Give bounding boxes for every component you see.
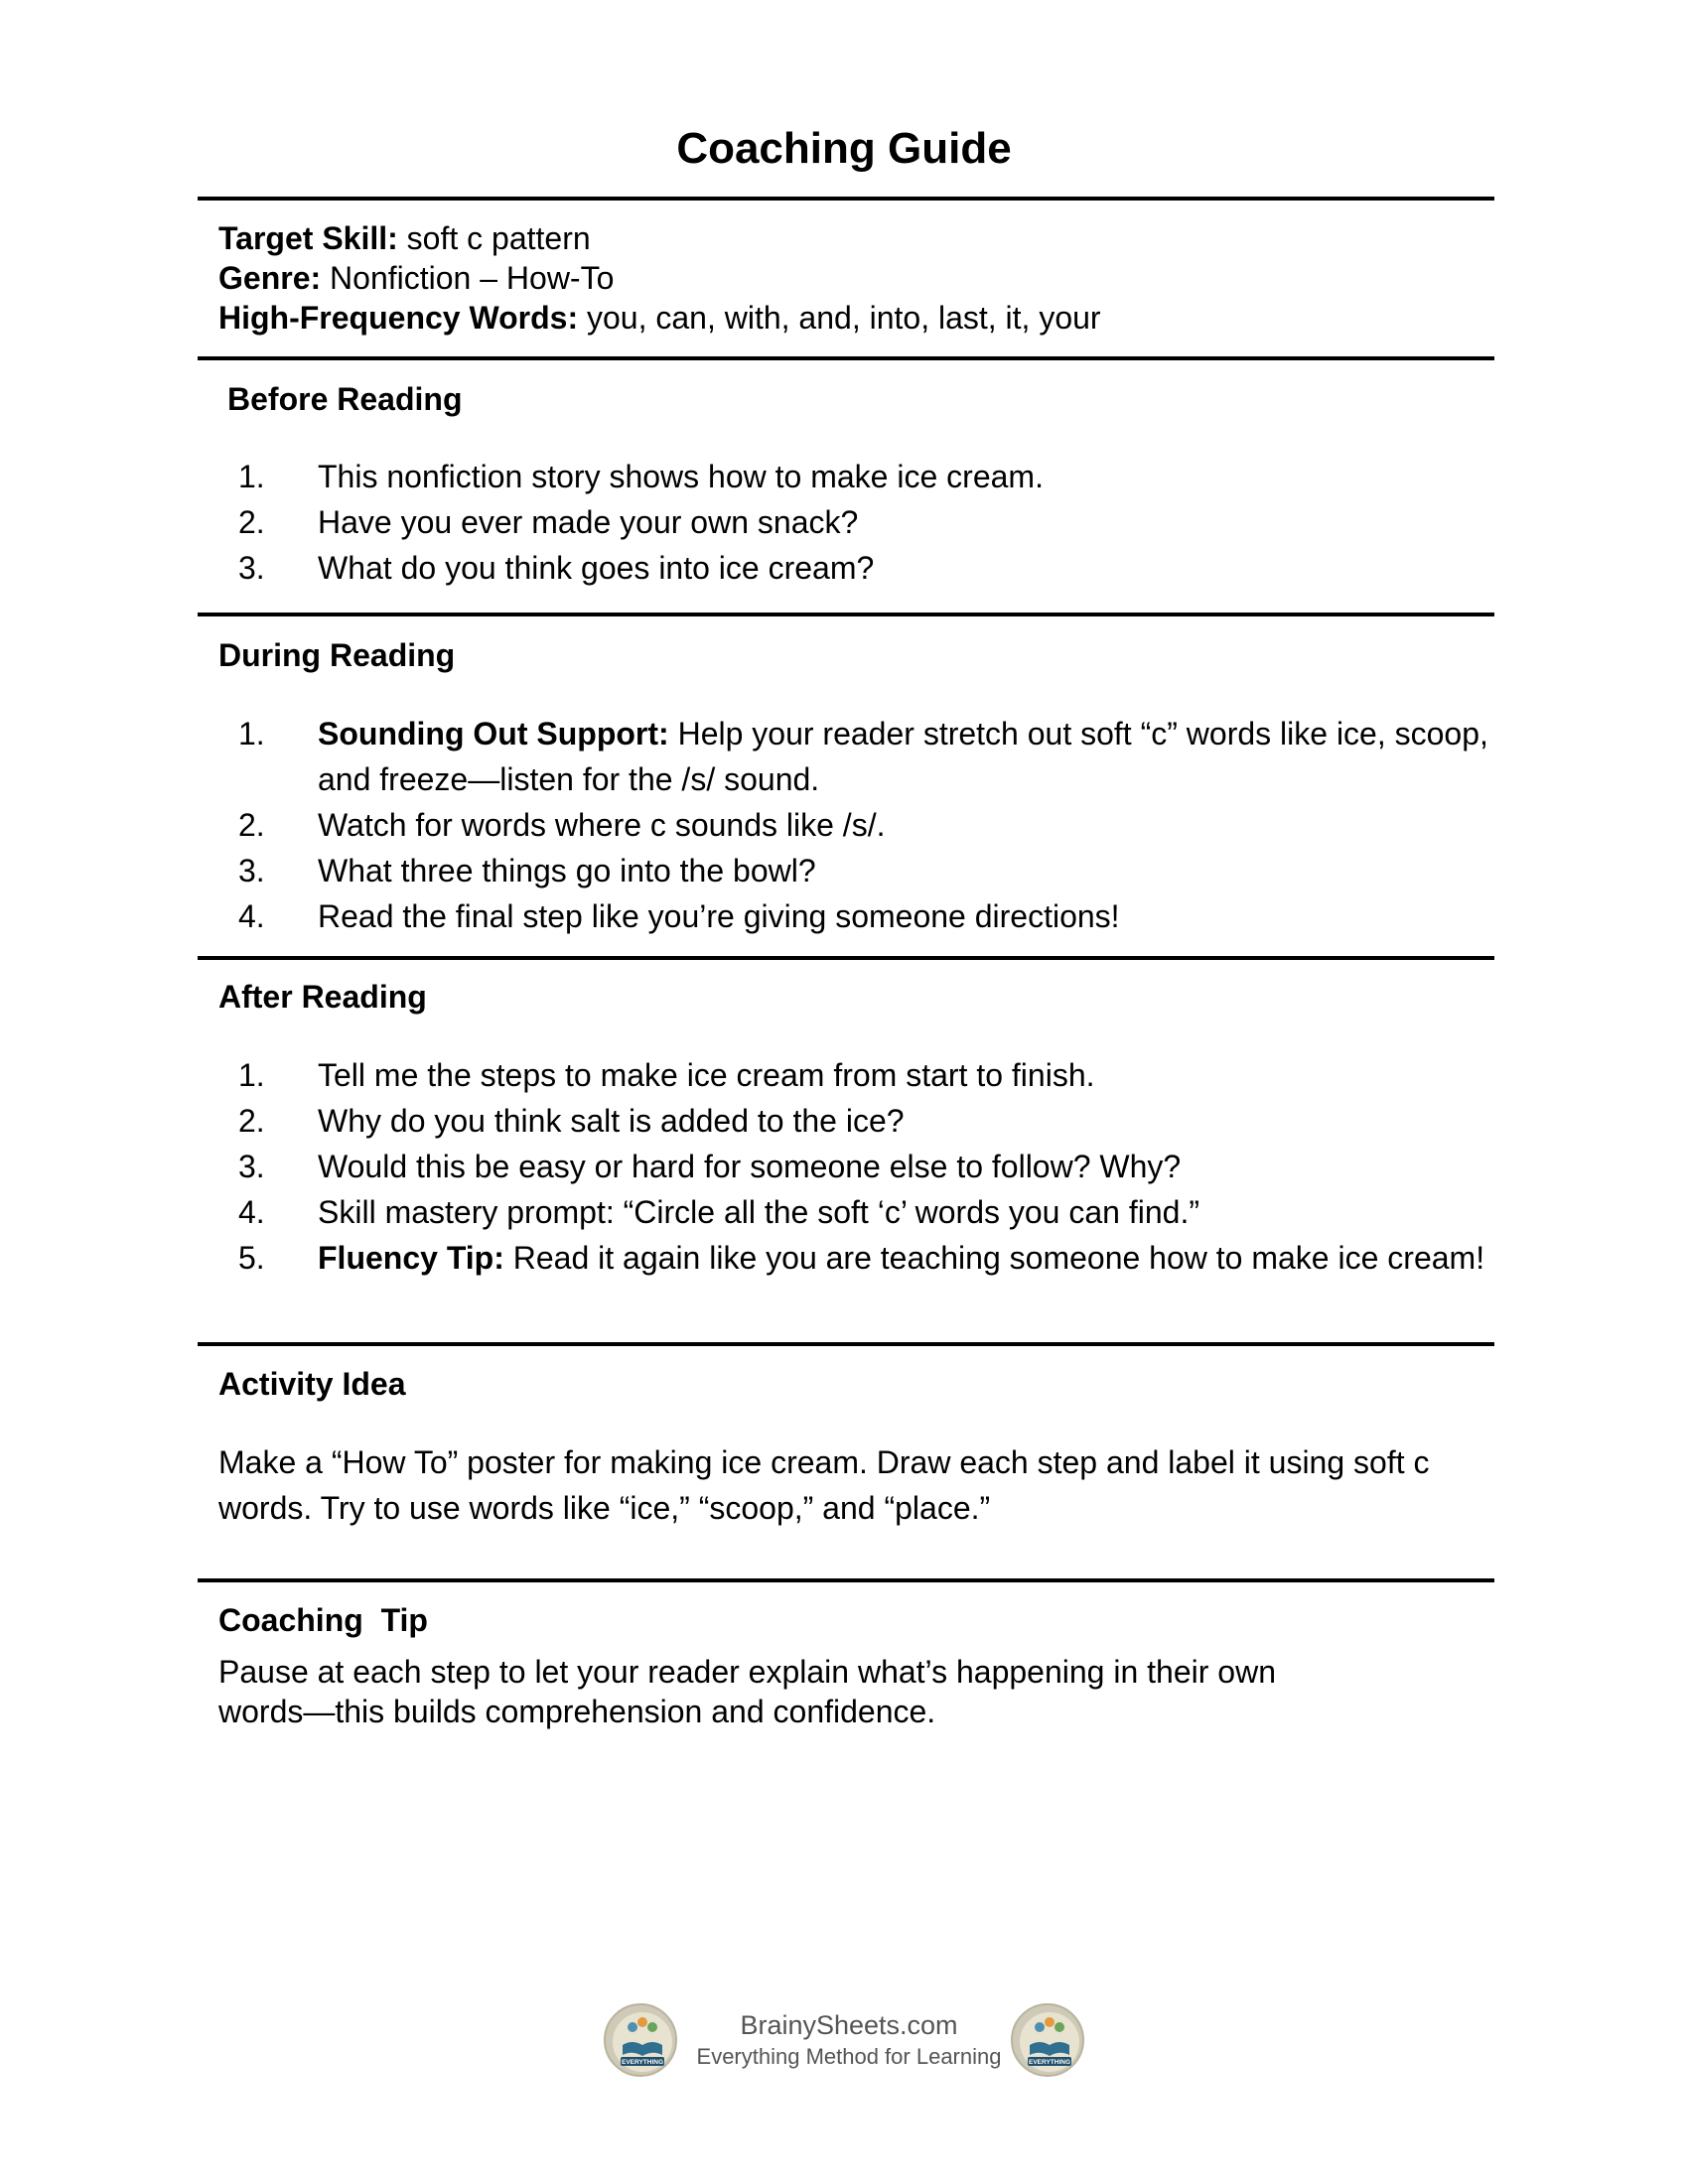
site-tagline: Everything Method for Learning [696,2044,1002,2069]
list-number: 1. [238,1057,265,1093]
high-frequency-line [218,298,1101,338]
list-number: 3. [238,853,265,888]
list-text: Have you ever made your own snack? [318,504,859,540]
page-title: Coaching Guide [676,124,1012,173]
before-reading-heading: Before Reading [227,381,463,417]
list-number: 1. [238,716,265,751]
list-text [318,1235,1489,1281]
fluency-tip-text: Read it again like you are teaching someone how to make ice cream! [512,1240,1485,1276]
list-number: 1. [238,459,265,494]
logo-right [1011,2003,1084,2077]
target-skill-line [218,218,591,258]
high-frequency-value: you, can, with, and, into, last, it, your [586,300,1101,336]
logo-left [604,2003,677,2077]
list-number: 2. [238,1103,265,1139]
genre-label: Genre: [218,260,322,296]
coaching-tip-heading: Coaching Tip [218,1602,428,1638]
site-name: BrainySheets.com [740,2010,958,2040]
activity-idea-text: Make a “How To” poster for making ice cream. Draw each step and label it using soft c words. Try to use words like “ice,” “scoop,” and “place.” [218,1444,1430,1526]
list-text: Read the final step like you’re giving someone directions! [318,898,1120,934]
list-text: Why do you think salt is added to the ice? [318,1103,905,1139]
coaching-tip-text: Pause at each step to let your reader explain what’s happening in their own words—this builds comprehension and confidence. [218,1654,1276,1729]
sounding-out-text: Help your reader stretch out soft “c” words like ice, scoop, and freeze—listen for the /s/ sound. [318,716,1488,797]
list-number: 5. [238,1240,265,1276]
target-skill-label: Target Skill: [218,220,398,256]
list-number: 2. [238,807,265,843]
activity-idea-heading: Activity Idea [218,1366,406,1402]
sounding-out-label: Sounding Out Support: [318,716,669,751]
divider [198,613,1494,616]
book-icon [606,2005,679,2079]
svg-text:EVERYTHING: EVERYTHING [1028,2059,1071,2066]
list-text: Watch for words where c sounds like /s/. [318,807,886,843]
fluency-tip-label: Fluency Tip: [318,1240,504,1276]
during-reading-heading: During Reading [218,637,456,673]
list-number: 4. [238,1194,265,1230]
list-number: 2. [238,504,265,540]
book-icon [1013,2005,1086,2079]
divider [198,197,1494,201]
list-text: What do you think goes into ice cream? [318,550,875,586]
list-text: This nonfiction story shows how to make ice cream. [318,459,1044,494]
list-text: What three things go into the bowl? [318,853,816,888]
genre-line [218,258,614,298]
genre-value: Nonfiction – How-To [330,260,615,296]
list-number: 4. [238,898,265,934]
footer [0,2003,1688,2083]
list-text: Skill mastery prompt: “Circle all the soft ‘c’ words you can find.” [318,1194,1199,1230]
list-number: 3. [238,550,265,586]
divider [198,1342,1494,1346]
list-text: Tell me the steps to make ice cream from start to finish. [318,1057,1095,1093]
list-number: 3. [238,1149,265,1184]
divider [198,356,1494,360]
target-skill-value: soft c pattern [406,220,591,256]
list-text [318,711,1489,802]
list-text: Would this be easy or hard for someone else to follow? Why? [318,1149,1182,1184]
high-frequency-label: High-Frequency Words: [218,300,579,336]
svg-text:EVERYTHING: EVERYTHING [621,2059,664,2066]
divider [198,956,1494,960]
divider [198,1578,1494,1582]
after-reading-heading: After Reading [218,979,427,1015]
